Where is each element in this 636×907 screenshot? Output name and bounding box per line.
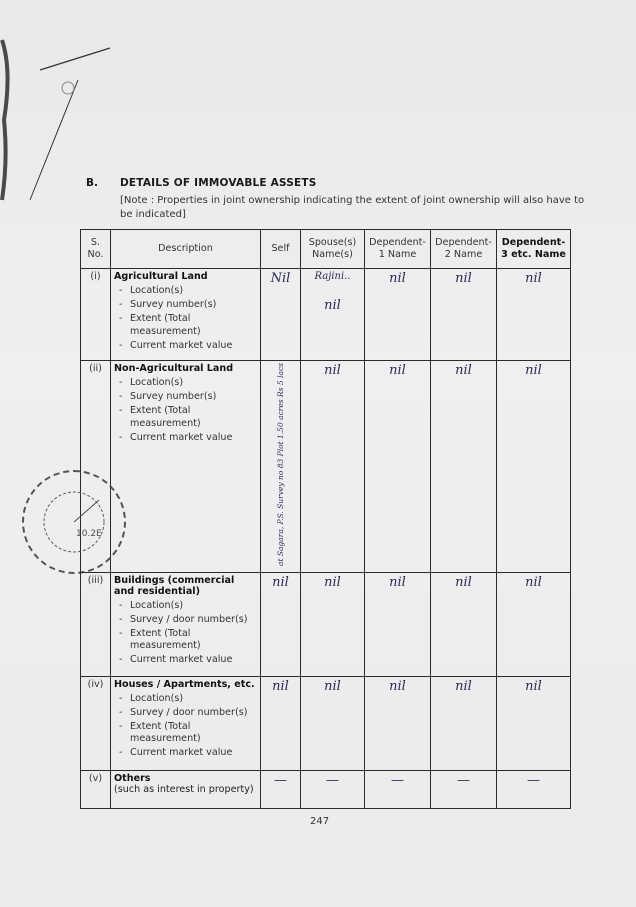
cell-spouse — [301, 269, 365, 361]
list-item: - Current market value — [114, 340, 257, 353]
row-description — [111, 269, 261, 361]
header-spouse: Spouse(s) Name(s) — [301, 230, 365, 269]
list-item: - Current market value — [114, 747, 257, 760]
list-item: - Current market value — [114, 432, 257, 445]
table-row — [81, 770, 571, 808]
table-row — [81, 361, 571, 573]
cell-spouse: nil — [301, 361, 365, 573]
immovable-assets-table — [80, 229, 571, 809]
row-description — [111, 676, 261, 770]
spouse-name: Rajini.. — [314, 271, 351, 282]
stamp-text: 10.2E — [76, 529, 102, 539]
header-sno: S. No. — [81, 230, 111, 269]
cell-self: Nil — [261, 269, 301, 361]
cell-dependent-2: — — [431, 770, 497, 808]
rubber-stamp — [22, 470, 126, 574]
table-row — [81, 676, 571, 770]
table-row — [81, 269, 571, 361]
page-number: 247 — [310, 816, 330, 827]
cell-dependent-1: — — [365, 770, 431, 808]
section-note: [Note : Properties in joint ownership indicating the extent of joint ownership will also have to be indicated] — [120, 195, 585, 220]
row-sno: (i) — [81, 269, 111, 361]
list-item: - Survey number(s) — [114, 299, 257, 312]
cell-spouse: — — [301, 770, 365, 808]
cell-self: — — [261, 770, 301, 808]
row-sno: (iv) — [81, 676, 111, 770]
cell-dependent-2: nil — [431, 572, 497, 676]
cell-self: nil — [261, 572, 301, 676]
header-self: Self — [261, 230, 301, 269]
list-item: - Extent (Total measurement) — [114, 313, 257, 338]
row-description — [111, 572, 261, 676]
cell-self: nil — [261, 676, 301, 770]
row-title: Others — [114, 772, 151, 784]
row-description — [111, 770, 261, 808]
cell-dependent-2: nil — [431, 676, 497, 770]
table-header-row — [81, 230, 571, 269]
list-item: - Extent (Total measurement) — [114, 628, 257, 653]
cell-dependent-3: nil — [497, 572, 571, 676]
list-item: - Survey / door number(s) — [114, 614, 257, 627]
row-title: Houses / Apartments, etc. — [114, 678, 255, 690]
spouse-value: nil — [324, 298, 341, 313]
row-title: Agricultural Land — [114, 271, 208, 282]
cell-self — [261, 361, 301, 573]
cell-dependent-2: nil — [431, 361, 497, 573]
row-title: Buildings (commercial and residential) — [114, 574, 235, 597]
list-item: - Location(s) — [114, 285, 257, 298]
cell-spouse: nil — [301, 572, 365, 676]
row-description — [111, 361, 261, 573]
list-item: - Location(s) — [114, 377, 257, 390]
cell-dependent-2: nil — [431, 269, 497, 361]
section-letter: B. — [86, 177, 98, 189]
scan-margin-marks — [0, 0, 120, 230]
cell-dependent-3: nil — [497, 269, 571, 361]
cell-dependent-1: nil — [365, 269, 431, 361]
list-item: - Survey number(s) — [114, 391, 257, 404]
list-item: - Survey / door number(s) — [114, 707, 257, 720]
cell-dependent-1: nil — [365, 361, 431, 573]
list-item: - Current market value — [114, 654, 257, 667]
cell-dependent-3: nil — [497, 676, 571, 770]
row-sno: (iii) — [81, 572, 111, 676]
row-title: Non-Agricultural Land — [114, 363, 234, 374]
stamp-graphic — [24, 472, 124, 572]
cell-dependent-3: — — [497, 770, 571, 808]
row-sno: (ii) — [81, 361, 111, 573]
list-item: - Location(s) — [114, 693, 257, 706]
row-subtitle: (such as interest in property) — [114, 783, 254, 795]
section-title: DETAILS OF IMMOVABLE ASSETS — [120, 177, 317, 189]
header-dependent-2: Dependent-2 Name — [431, 230, 497, 269]
self-handwritten-note: at Sagara, P.S. Survey no 83 Plot 1.50 acres Rs 5 lacs — [276, 363, 285, 566]
header-dependent-1: Dependent-1 Name — [365, 230, 431, 269]
table-row — [81, 572, 571, 676]
list-item: - Extent (Total measurement) — [114, 721, 257, 746]
list-item: - Extent (Total measurement) — [114, 405, 257, 430]
cell-dependent-1: nil — [365, 572, 431, 676]
list-item: - Location(s) — [114, 600, 257, 613]
cell-dependent-3: nil — [497, 361, 571, 573]
row-sno: (v) — [81, 770, 111, 808]
cell-dependent-1: nil — [365, 676, 431, 770]
header-dependent-3: Dependent-3 etc. Name — [497, 230, 571, 269]
header-description: Description — [111, 230, 261, 269]
cell-spouse: nil — [301, 676, 365, 770]
